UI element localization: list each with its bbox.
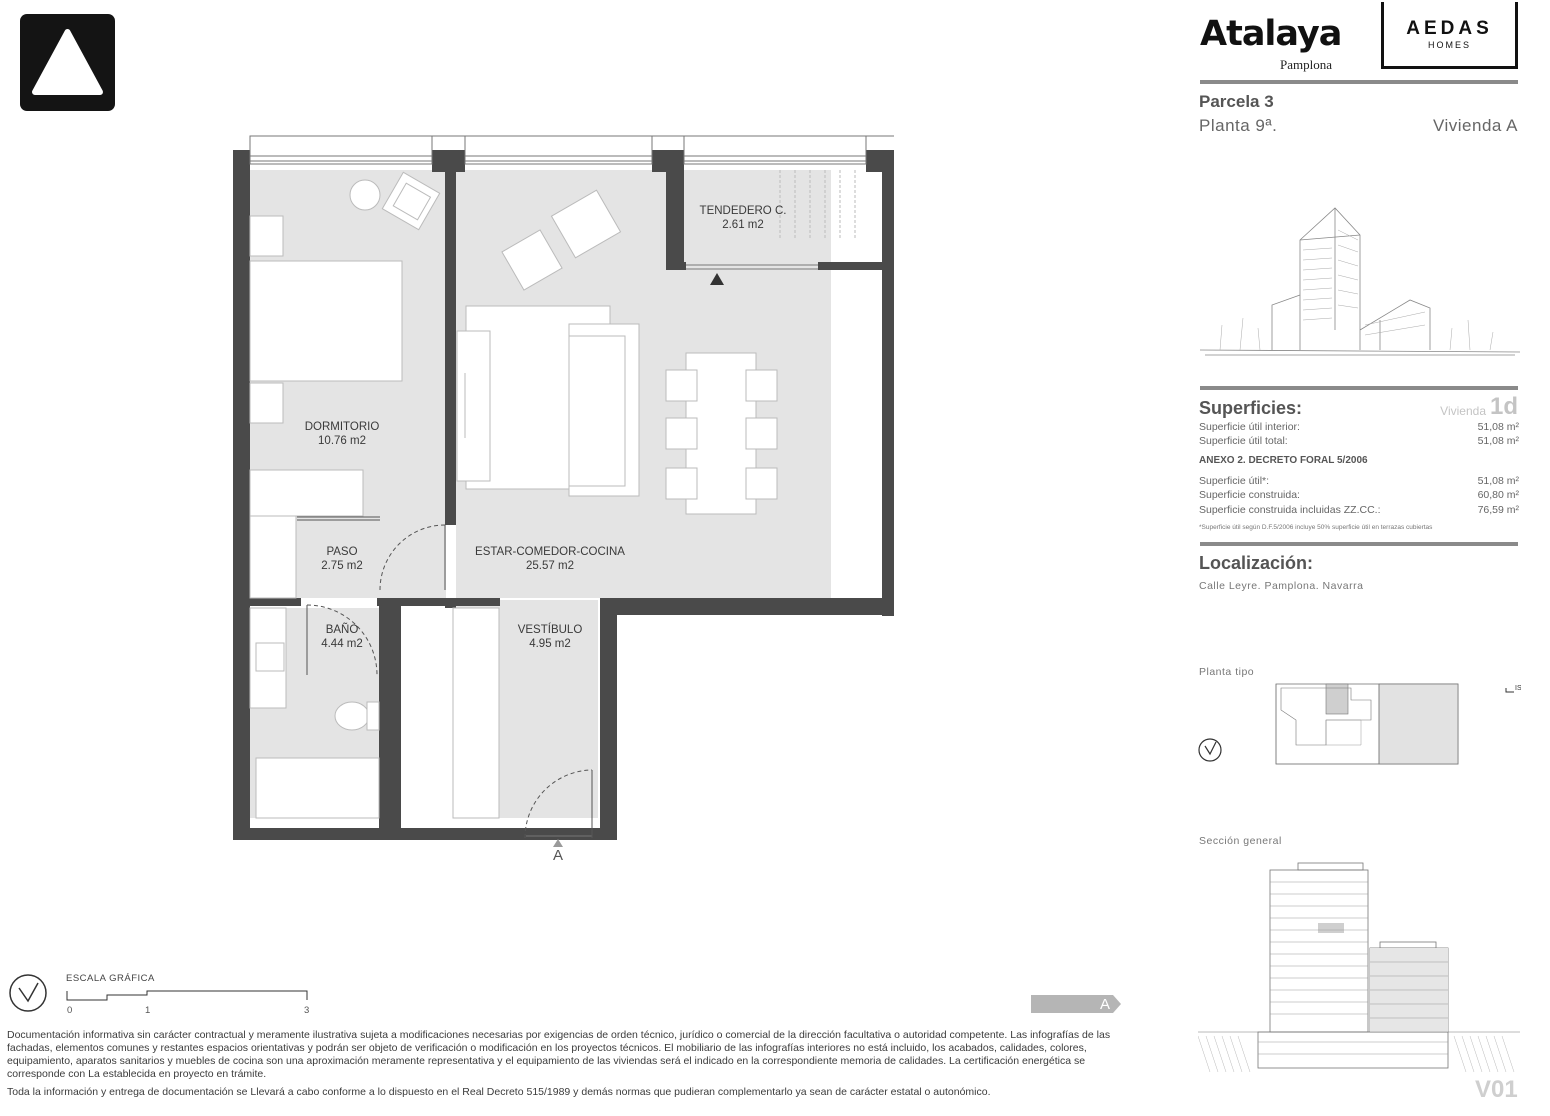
room-label-tendedero	[700, 204, 787, 232]
room-name: DORMITORIO	[304, 421, 380, 433]
key-plan-tag: IS	[1515, 685, 1521, 692]
room-name: TENDEDERO C.	[699, 205, 787, 217]
seccion-heading: Sección general	[1199, 835, 1282, 847]
localizacion-title: Localización:	[1199, 553, 1314, 573]
room-label-bano	[321, 623, 363, 651]
room-label-vestibulo	[518, 623, 583, 651]
surface-row-label: Superficie construida:	[1199, 489, 1300, 501]
room-label-paso	[321, 545, 363, 573]
room-area: 4.44 m2	[321, 638, 363, 650]
key-plan	[1196, 680, 1521, 775]
surface-row-value: 76,59 m²	[1477, 504, 1519, 516]
room-name: PASO	[326, 546, 358, 558]
room-name: BAÑO	[325, 624, 359, 636]
superficies-title: Superficies:	[1199, 398, 1303, 418]
room-label-estar-comedor-cocina	[475, 545, 625, 573]
section-drawing-svg	[1198, 858, 1520, 1076]
room-area: 10.76 m2	[318, 435, 366, 447]
surface-row-value: 60,80 m²	[1477, 489, 1519, 501]
vivienda-type-code: 1d	[1490, 393, 1519, 420]
room-area: 2.75 m2	[321, 560, 363, 572]
scale-tick: 1	[145, 1005, 151, 1016]
disclaimer	[7, 1029, 1122, 1099]
surface-row-value: 51,08 m²	[1477, 475, 1519, 487]
surface-row	[1199, 504, 1519, 516]
anexo-heading: ANEXO 2. DECRETO FORAL 5/2006	[1199, 455, 1368, 466]
surface-row-label: Superficie útil*:	[1199, 475, 1270, 487]
divider	[1200, 542, 1518, 546]
developer-logo-sub: HOMES	[1427, 40, 1471, 50]
north-compass-icon	[6, 971, 50, 1020]
building-sketch-drawing	[1200, 200, 1520, 360]
scale-bar	[64, 988, 314, 1009]
surface-row-value: 51,08 m²	[1477, 435, 1519, 447]
triangle-logo-icon	[20, 14, 115, 111]
divider	[1200, 80, 1518, 84]
north-compass-icon	[1199, 739, 1221, 761]
surface-row	[1199, 475, 1519, 487]
surface-row-value: 51,08 m²	[1477, 421, 1519, 433]
project-city: Pamplona	[1280, 57, 1332, 72]
key-plan-drawing	[1196, 680, 1521, 770]
floor-plan-drawing	[220, 128, 910, 868]
localizacion-address: Calle Leyre. Pamplona. Navarra	[1199, 580, 1364, 592]
parcela-label: Parcela 3	[1199, 92, 1274, 111]
room-area: 25.57 m2	[526, 560, 574, 572]
disclaimer-paragraph: Toda la información y entrega de documentación se Llevará a cabo conforme a lo dispuesto en el Real Decreto 515/1989 y demás normas que pudieran complementarlo ya sean de carácter estatal o autonómico.	[7, 1086, 991, 1098]
section-tab-label: A	[1100, 996, 1111, 1013]
vivienda-type-label: Vivienda	[1440, 404, 1486, 418]
building-sketch	[1200, 200, 1520, 365]
developer-logo-word: AEDAS	[1406, 18, 1493, 39]
divider	[1200, 386, 1518, 390]
surface-row	[1199, 435, 1519, 447]
surface-row-label: Superficie construida incluidas ZZ.CC.:	[1199, 504, 1381, 516]
scale-title: ESCALA GRÁFICA	[66, 973, 155, 984]
page-code: V01	[1475, 1076, 1518, 1103]
room-name: ESTAR-COMEDOR-COCINA	[475, 546, 625, 558]
scale-tick: 3	[304, 1005, 310, 1016]
brand-logo	[20, 14, 115, 111]
disclaimer-paragraph: Documentación informativa sin carácter contractual y meramente ilustrativa sujeta a modificaciones necesarias por exigencias de orden técnico, jurídico o comercial de la dirección facultativa o autoridad competente. Las infografías de las fachadas, elementos comunes y restantes espacios orientativas y podrán ser objeto de verificación o modificación en los proyectos técnicos. El mobiliario de las infografías interiores no está incluido, los acabados, calidades, colores, equipamiento, aparatos sanitarios y muebles de cocina son una aproximación meramente representativa y el equipamiento de las viviendas será el indicado en la correspondiente memoria de calidades. La certificación energética se corresponde con La establecida en proyecto en trámite.	[7, 1029, 1111, 1080]
section-marker: A	[552, 847, 564, 864]
section-drawing	[1198, 858, 1520, 1081]
scale-tick: 0	[67, 1005, 73, 1016]
surface-footnote: *Superficie útil según D.F.5/2006 incluye 50% superficie útil en terrazas cubiertas	[1199, 524, 1433, 531]
vivienda-label: Vivienda A	[1432, 116, 1518, 135]
surface-row-label: Superficie útil total:	[1199, 435, 1288, 447]
planta-tipo-heading: Planta tipo	[1199, 666, 1255, 678]
surface-row	[1199, 421, 1519, 433]
room-name: VESTÍBULO	[517, 624, 583, 636]
planta-label: Planta 9ª.	[1199, 116, 1278, 135]
surface-row	[1199, 489, 1519, 501]
room-area: 2.61 m2	[722, 219, 764, 231]
surface-row-label: Superficie útil interior:	[1199, 421, 1300, 433]
floor-plan	[220, 128, 910, 873]
room-label-dormitorio	[305, 420, 380, 448]
project-name: Atalaya	[1200, 14, 1342, 54]
room-area: 4.95 m2	[529, 638, 571, 650]
